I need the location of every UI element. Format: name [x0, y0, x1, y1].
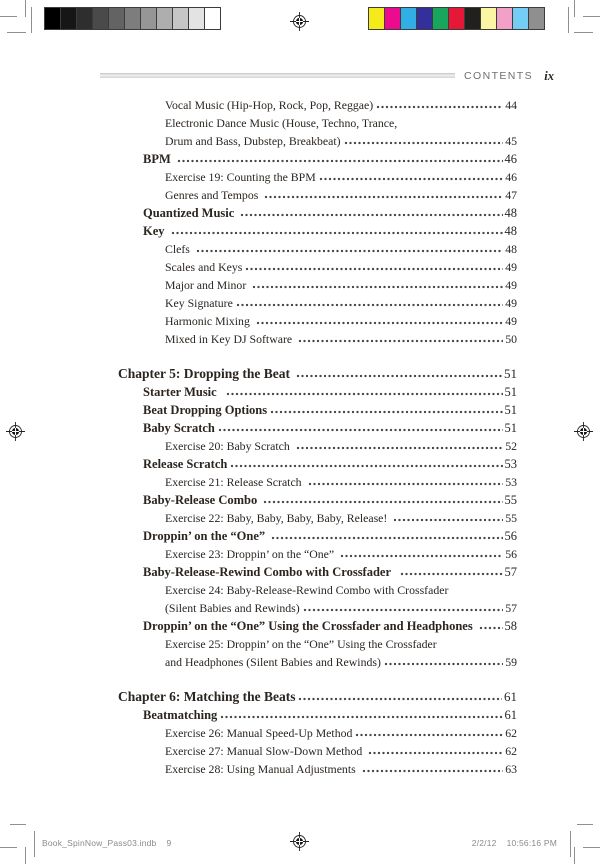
toc-entry-title: BPM — [143, 152, 174, 166]
toc-entry — [118, 563, 517, 581]
toc-entry-title: and Headphones (Silent Babies and Rewinds) — [165, 655, 381, 669]
crop-mark — [25, 0, 26, 17]
toc-entry — [118, 760, 517, 778]
dot-leader — [400, 572, 502, 576]
toc-entry — [118, 527, 517, 545]
toc-entry — [118, 240, 517, 258]
toc-page-number: 48 — [504, 224, 517, 238]
toc-entry — [118, 635, 517, 653]
toc-entry — [118, 491, 517, 509]
slug-date: 2/2/12 — [471, 838, 497, 848]
dot-leader — [264, 195, 503, 199]
slug-left — [42, 838, 171, 848]
dot-leader — [177, 159, 503, 163]
dot-leader — [296, 446, 503, 450]
crop-mark — [34, 831, 35, 857]
calibration-swatch — [432, 7, 449, 30]
dot-leader — [384, 662, 503, 666]
dot-leader — [271, 536, 502, 540]
toc-entry — [118, 276, 517, 294]
calibration-swatch — [464, 7, 481, 30]
toc-entry-title: Genres and Tempos — [165, 188, 262, 202]
calibration-swatch — [400, 7, 417, 30]
dot-leader — [355, 733, 503, 737]
toc-entry-title: Release Scratch — [143, 457, 228, 471]
toc-page-number: 58 — [504, 619, 517, 633]
dot-leader — [344, 141, 504, 145]
toc-page-number: 51 — [504, 385, 517, 399]
toc-entry — [118, 473, 517, 491]
page-folio: ix — [544, 69, 554, 83]
registration-mark-icon — [290, 832, 309, 851]
registration-mark-icon — [574, 422, 593, 441]
toc-entry-title: Mixed in Key DJ Software — [165, 332, 296, 346]
dot-leader — [263, 500, 502, 504]
toc-entry-title: Key — [143, 224, 168, 238]
crop-mark — [7, 32, 26, 33]
crop-mark — [574, 0, 575, 17]
slug-page-marker: 9 — [166, 838, 172, 848]
calibration-swatch — [416, 7, 433, 30]
toc-page-number: 53 — [505, 475, 517, 489]
calibration-swatch — [156, 7, 173, 30]
toc-entry-title: Starter Music — [143, 385, 223, 399]
toc-entry — [118, 437, 517, 455]
toc-entry-title: Major and Minor — [165, 278, 250, 292]
dot-leader — [196, 249, 503, 253]
toc-page-number: 52 — [505, 439, 517, 453]
calibration-swatch — [448, 7, 465, 30]
header-rule — [100, 73, 455, 78]
toc-entry — [118, 132, 517, 150]
toc-page-number: 63 — [505, 762, 517, 776]
toc-page-number: 62 — [505, 744, 517, 758]
toc-page-number: 57 — [504, 565, 517, 579]
dot-leader — [230, 464, 502, 468]
calibration-swatch — [60, 7, 77, 30]
toc-entry-title: Baby Scratch — [143, 421, 215, 435]
toc-entry — [118, 455, 517, 473]
calibration-swatch — [140, 7, 157, 30]
toc-entry — [118, 742, 517, 760]
crop-mark — [583, 847, 600, 848]
toc-entry-title: Exercise 25: Droppin’ on the “One” Using the Crossfader — [165, 637, 437, 651]
toc-entry — [118, 724, 517, 742]
dot-leader — [245, 267, 503, 271]
toc-page-number: 56 — [504, 529, 517, 543]
toc-page-number: 46 — [505, 170, 517, 184]
toc-page-number: 55 — [504, 493, 517, 507]
dot-leader — [256, 321, 503, 325]
calibration-swatch — [528, 7, 545, 30]
calibration-swatch — [92, 7, 109, 30]
dot-leader — [319, 177, 503, 181]
toc-entry-title: Droppin’ on the “One” Using the Crossfader and Headphones — [143, 619, 476, 633]
toc-entry — [118, 222, 517, 240]
calibration-swatch — [368, 7, 385, 30]
toc-entry — [118, 186, 517, 204]
toc-page-number: 49 — [505, 278, 517, 292]
toc-entry-title: Exercise 22: Baby, Baby, Baby, Baby, Release! — [165, 511, 391, 525]
toc-entry-title: Drum and Bass, Dubstep, Breakbeat) — [165, 134, 341, 148]
toc-page-number: 62 — [505, 726, 517, 740]
toc-entry-title: Beat Dropping Options — [143, 403, 268, 417]
dot-leader — [270, 410, 502, 414]
crop-mark — [0, 16, 17, 17]
toc-entry-title: Clefs — [165, 242, 193, 256]
toc-entry-title: Exercise 28: Using Manual Adjustments — [165, 762, 359, 776]
toc-entry — [118, 204, 517, 222]
toc-entry — [118, 545, 517, 563]
calibration-swatch — [496, 7, 513, 30]
dot-leader — [308, 482, 504, 486]
calibration-swatch — [512, 7, 529, 30]
toc-page-number: 61 — [504, 689, 517, 704]
toc-entry-title: Chapter 5: Dropping the Beat — [118, 366, 294, 381]
toc-entry-title: Key Signature — [165, 296, 233, 310]
toc-entry-title: Exercise 24: Baby-Release-Rewind Combo with Crossfader — [165, 583, 449, 597]
crop-mark — [31, 7, 32, 33]
toc-entry-title: Baby-Release Combo — [143, 493, 261, 507]
dot-leader — [298, 697, 502, 701]
registration-mark-icon — [6, 422, 25, 441]
dot-leader — [240, 213, 502, 217]
dot-leader — [393, 518, 503, 522]
toc-entry-title: Scales and Keys — [165, 260, 243, 274]
toc-entry-title: Exercise 26: Manual Speed-Up Method — [165, 726, 353, 740]
dot-leader — [171, 231, 503, 235]
toc-chapter-entry — [118, 365, 517, 383]
toc-page-number: 48 — [505, 242, 517, 256]
toc-page-number: 49 — [505, 314, 517, 328]
dot-leader — [252, 285, 503, 289]
color-calibration-bar — [368, 7, 545, 30]
running-head-label: CONTENTS — [464, 70, 533, 82]
crop-mark — [577, 824, 593, 825]
toc-entry-title: Beatmatching — [143, 708, 218, 722]
toc-chapter-entry — [118, 688, 517, 706]
dot-leader — [303, 608, 504, 612]
crop-mark — [583, 16, 600, 17]
crop-mark — [0, 847, 17, 848]
toc-entry — [118, 258, 517, 276]
toc-page-number: 48 — [504, 206, 517, 220]
toc-page-number: 51 — [504, 421, 517, 435]
toc-list — [118, 96, 517, 778]
calibration-swatch — [172, 7, 189, 30]
dot-leader — [340, 554, 503, 558]
crop-mark — [570, 831, 571, 857]
toc-page-number: 49 — [505, 260, 517, 274]
dot-leader — [479, 626, 503, 630]
slug-filename: Book_SpinNow_Pass03.indb — [42, 838, 157, 848]
toc-entry — [118, 96, 517, 114]
slug-right — [472, 838, 557, 848]
toc-page-number: 46 — [504, 152, 517, 166]
toc-entry — [118, 419, 517, 437]
dot-leader — [298, 339, 503, 343]
toc-page-number: 55 — [505, 511, 517, 525]
toc-page-number: 47 — [505, 188, 517, 202]
toc-entry-title: (Silent Babies and Rewinds) — [165, 601, 300, 615]
toc-entry — [118, 383, 517, 401]
crop-mark — [574, 847, 575, 864]
toc-entry-title: Vocal Music (Hip-Hop, Rock, Pop, Reggae) — [165, 98, 374, 112]
toc-page-number: 61 — [504, 708, 517, 722]
toc-entry — [118, 312, 517, 330]
dot-leader — [226, 392, 503, 396]
toc-entry — [118, 509, 517, 527]
crop-mark — [10, 824, 26, 825]
toc-page-number: 57 — [505, 601, 517, 615]
toc-page-number: 49 — [505, 296, 517, 310]
toc-page-number: 51 — [504, 366, 517, 381]
slug-time: 10:56:16 PM — [506, 838, 557, 848]
dot-leader — [236, 303, 503, 307]
crop-mark — [574, 32, 593, 33]
toc-entry-title: Baby-Release-Rewind Combo with Crossfader — [143, 565, 398, 579]
toc-entry-title: Exercise 19: Counting the BPM — [165, 170, 316, 184]
registration-mark-icon — [290, 12, 309, 31]
toc-entry — [118, 168, 517, 186]
toc-page-number: 53 — [504, 457, 517, 471]
calibration-swatch — [480, 7, 497, 30]
calibration-swatch — [44, 7, 61, 30]
calibration-swatch — [124, 7, 141, 30]
toc-page-number: 45 — [505, 134, 517, 148]
toc-entry — [118, 114, 517, 132]
toc-entry — [118, 294, 517, 312]
calibration-swatch — [188, 7, 205, 30]
toc-page-number: 59 — [505, 655, 517, 669]
dot-leader — [368, 751, 503, 755]
calibration-swatch — [108, 7, 125, 30]
toc-entry — [118, 150, 517, 168]
dot-leader — [296, 374, 502, 378]
toc-entry — [118, 706, 517, 724]
toc-page-number: 56 — [505, 547, 517, 561]
crop-mark — [25, 847, 26, 864]
dot-leader — [376, 105, 503, 109]
toc-entry — [118, 599, 517, 617]
toc-entry-title: Harmonic Mixing — [165, 314, 253, 328]
toc-page-number: 44 — [505, 98, 517, 112]
toc-entry-title: Exercise 27: Manual Slow-Down Method — [165, 744, 366, 758]
toc-entry — [118, 581, 517, 599]
dot-leader — [362, 769, 504, 773]
dot-leader — [218, 428, 503, 432]
toc-entry-title: Exercise 23: Droppin’ on the “One” — [165, 547, 338, 561]
toc-entry-title: Exercise 20: Baby Scratch — [165, 439, 293, 453]
toc-entry — [118, 330, 517, 348]
toc-entry-title: Electronic Dance Music (House, Techno, Trance, — [165, 116, 398, 130]
calibration-swatch — [76, 7, 93, 30]
calibration-swatch — [384, 7, 401, 30]
crop-mark — [568, 7, 569, 33]
calibration-swatch — [204, 7, 221, 30]
toc-entry — [118, 401, 517, 419]
toc-page-number: 50 — [505, 332, 517, 346]
toc-page-number: 51 — [504, 403, 517, 417]
toc-entry-title: Exercise 21: Release Scratch — [165, 475, 305, 489]
toc-entry-title: Droppin’ on the “One” — [143, 529, 269, 543]
grayscale-calibration-bar — [44, 7, 221, 30]
toc-entry-title: Quantized Music — [143, 206, 238, 220]
toc-entry-title: Chapter 6: Matching the Beats — [118, 689, 296, 704]
toc-entry — [118, 617, 517, 635]
toc-entry — [118, 653, 517, 671]
dot-leader — [220, 715, 502, 719]
